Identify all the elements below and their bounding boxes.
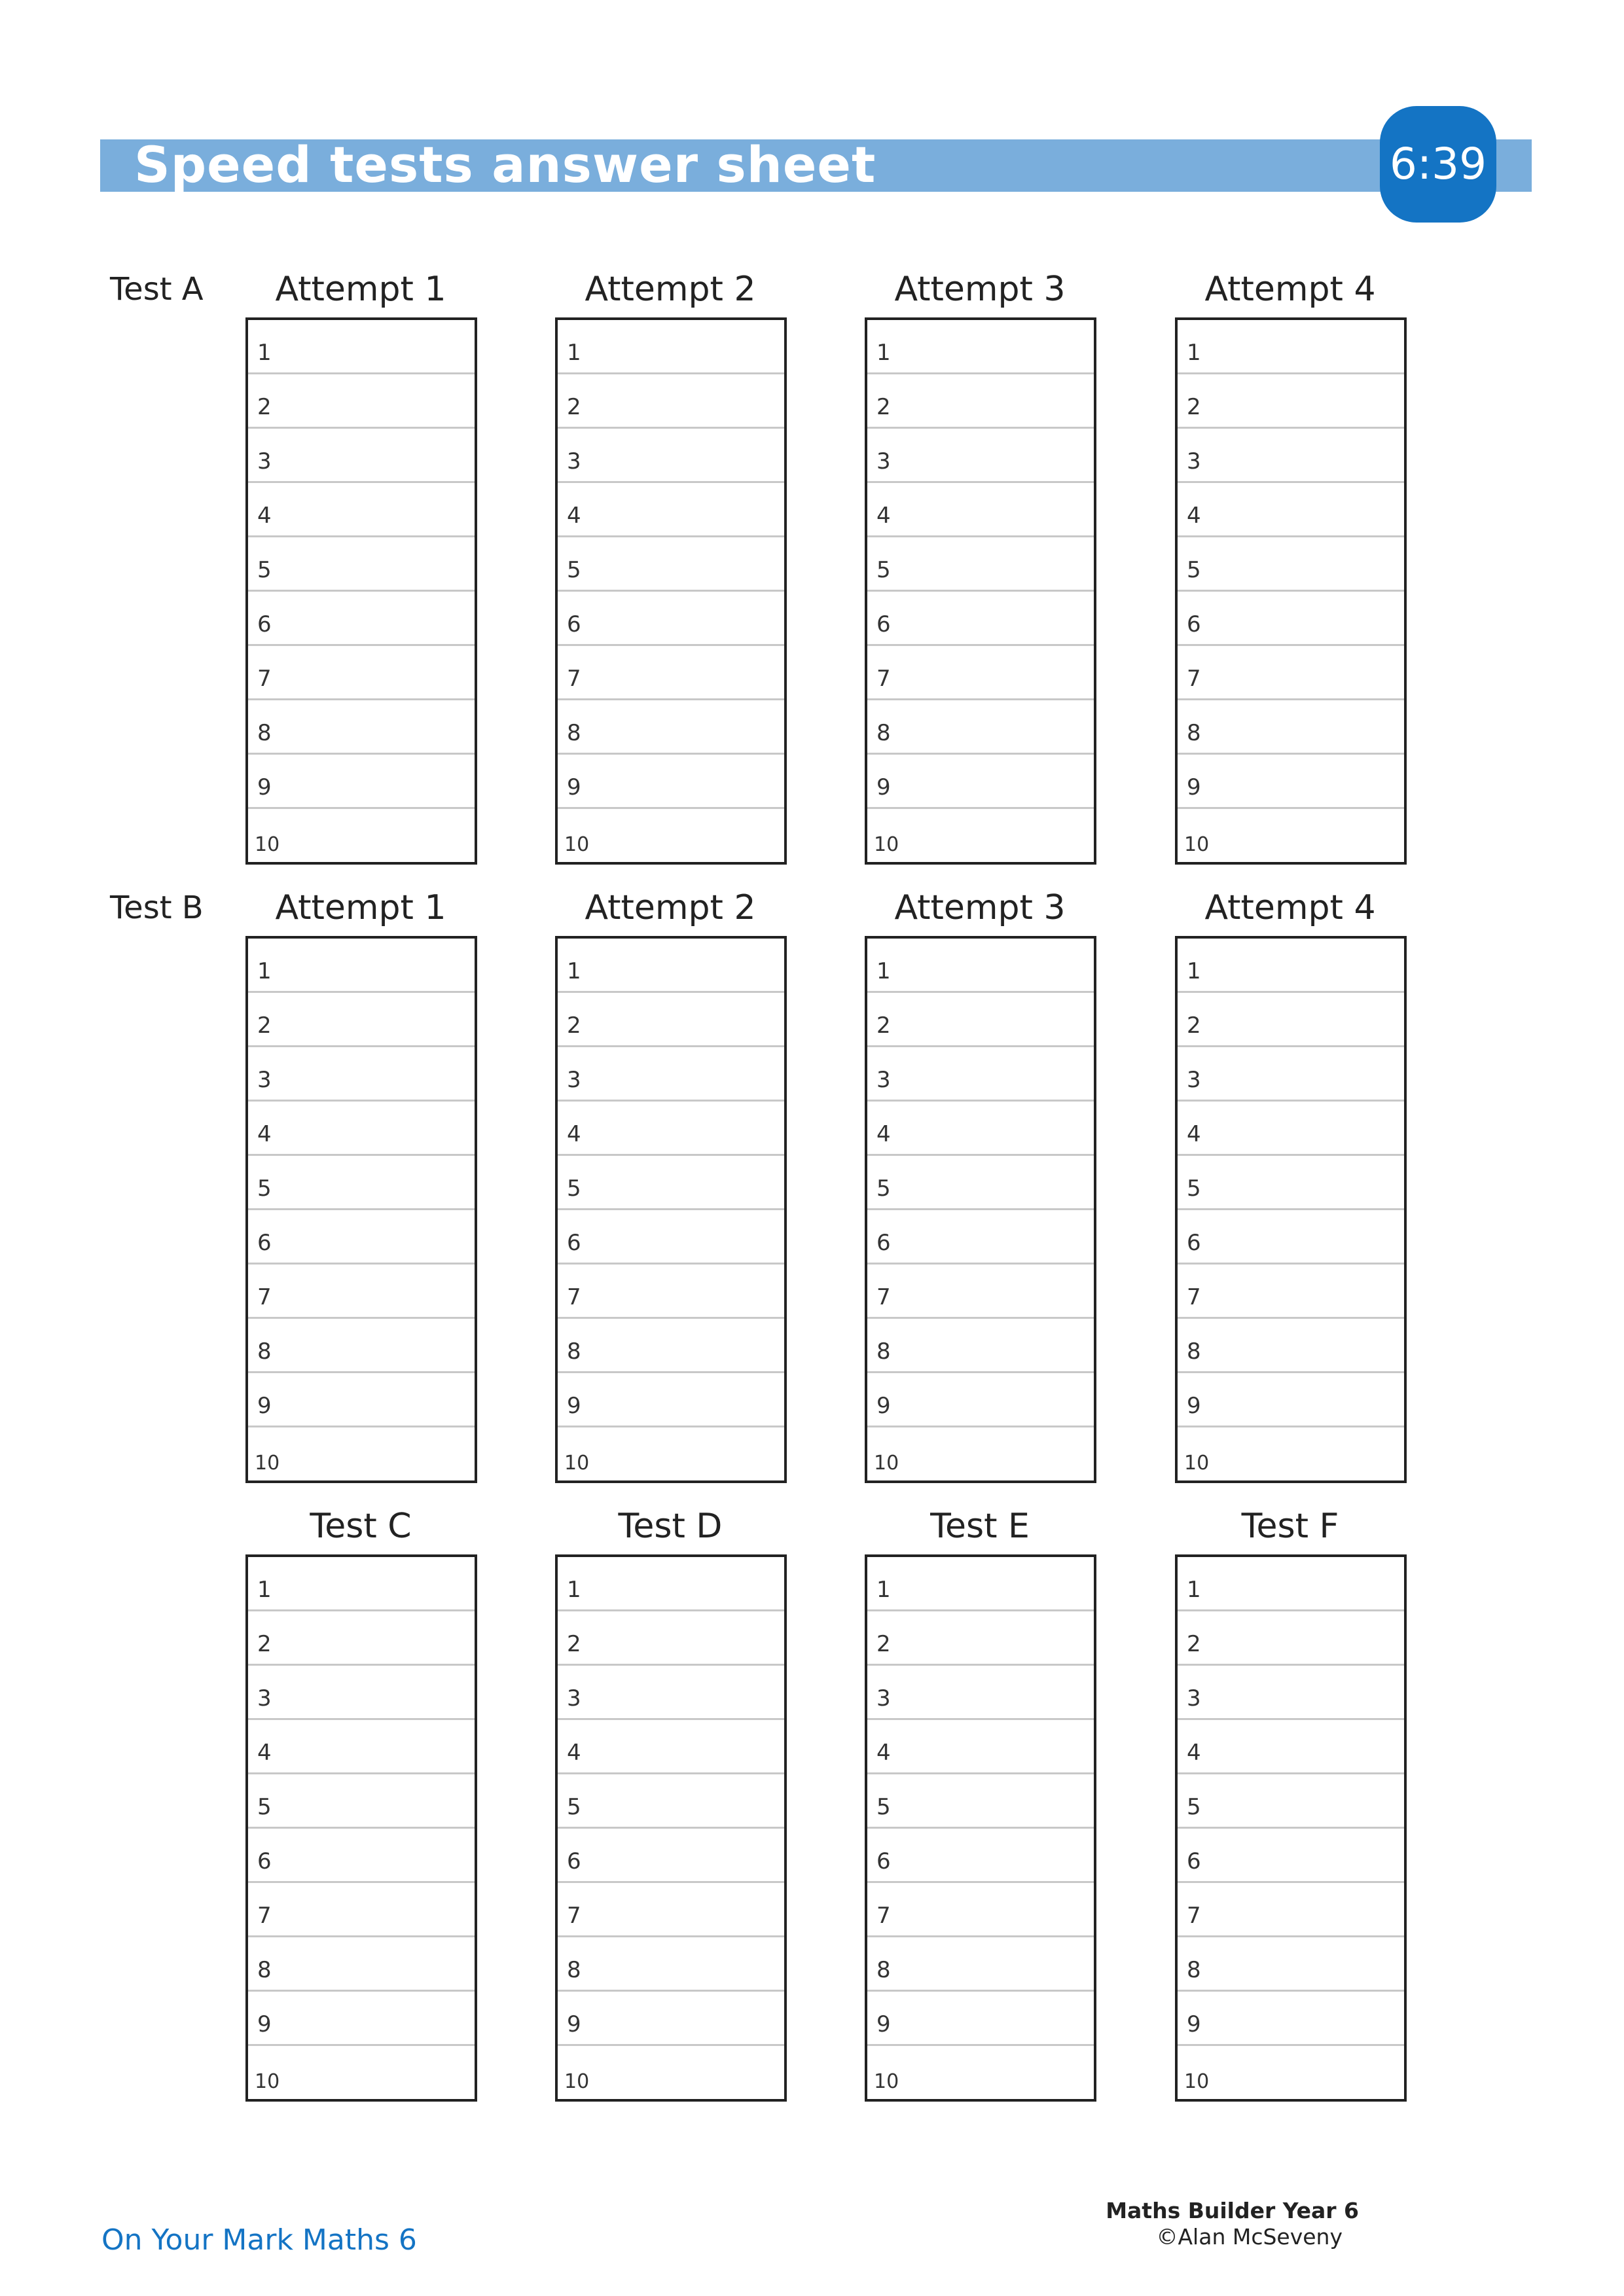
question-number: 10 [255,2070,280,2093]
question-number: 10 [564,2070,590,2093]
answer-line[interactable] [248,1937,475,1992]
question-number: 7 [257,1284,272,1310]
answer-box [1175,936,1407,1483]
answer-line[interactable] [867,537,1094,592]
question-number: 3 [257,448,272,475]
answer-line[interactable] [248,755,475,809]
question-number: 3 [257,1685,272,1712]
page-title: Speed tests answer sheet [134,135,876,194]
question-number: 10 [1184,2070,1210,2093]
answer-box [555,1554,787,2102]
question-number: 9 [257,1393,272,1419]
question-number: 8 [257,1338,272,1365]
answer-box [865,317,1096,865]
footer-book-title: Maths Builder Year 6 [1106,2198,1359,2223]
answer-line[interactable] [867,1373,1094,1427]
answer-line[interactable] [558,1829,784,1883]
question-number: 10 [874,1452,899,1475]
answer-line[interactable] [1178,646,1404,700]
answer-line[interactable] [1178,1102,1404,1156]
question-number: 9 [876,1393,891,1419]
question-number: 3 [1187,1685,1201,1712]
answer-line[interactable] [248,1210,475,1265]
answer-line[interactable] [1178,1883,1404,1937]
answer-line[interactable] [867,755,1094,809]
question-number: 5 [257,557,272,583]
question-number: 3 [876,448,891,475]
answer-line[interactable] [558,1210,784,1265]
question-number: 6 [567,1848,581,1874]
question-number: 5 [257,1175,272,1202]
question-number: 9 [1187,774,1201,800]
question-number: 10 [874,2070,899,2093]
answer-line[interactable] [248,429,475,483]
answer-line[interactable] [1178,1557,1404,1611]
question-number: 8 [567,1338,581,1365]
question-number: 3 [1187,448,1201,475]
answer-line[interactable] [558,2046,784,2100]
column-heading: Test C [310,1507,412,1546]
question-number: 5 [876,557,891,583]
answer-line[interactable] [248,1265,475,1319]
question-number: 8 [876,720,891,746]
question-number: 7 [567,1903,581,1929]
question-number: 1 [876,1577,891,1603]
answer-line[interactable] [1178,1319,1404,1373]
question-number: 2 [876,1631,891,1657]
answer-line[interactable] [558,755,784,809]
answer-line[interactable] [1178,429,1404,483]
question-number: 1 [567,1577,581,1603]
question-number: 2 [1187,1013,1201,1039]
question-number: 6 [257,1230,272,1256]
answer-line[interactable] [558,1047,784,1102]
question-number: 7 [1187,1903,1201,1929]
answer-line[interactable] [1178,374,1404,429]
answer-line[interactable] [1178,2046,1404,2100]
answer-line[interactable] [248,537,475,592]
answer-line[interactable] [248,1992,475,2046]
question-number: 1 [876,958,891,984]
answer-line[interactable] [558,1720,784,1774]
question-number: 4 [257,503,272,529]
question-number: 8 [257,720,272,746]
question-number: 6 [876,1230,891,1256]
answer-line[interactable] [558,1992,784,2046]
question-number: 9 [567,774,581,800]
question-number: 6 [876,1848,891,1874]
answer-line[interactable] [867,1210,1094,1265]
answer-line[interactable] [867,429,1094,483]
test-row-label: Test A [110,271,204,308]
answer-line[interactable] [248,1319,475,1373]
answer-box [1175,317,1407,865]
answer-line[interactable] [867,1720,1094,1774]
question-number: 9 [1187,1393,1201,1419]
answer-line[interactable] [867,320,1094,374]
column-heading: Test E [930,1507,1030,1546]
answer-line[interactable] [1178,1829,1404,1883]
answer-line[interactable] [558,1427,784,1482]
answer-line[interactable] [248,1829,475,1883]
question-number: 1 [1187,1577,1201,1603]
question-number: 4 [876,1121,891,1147]
answer-line[interactable] [1178,700,1404,755]
answer-line[interactable] [558,429,784,483]
answer-line[interactable] [248,1720,475,1774]
question-number: 10 [255,833,280,856]
answer-line[interactable] [558,1937,784,1992]
answer-line[interactable] [1178,1047,1404,1102]
answer-line[interactable] [867,1319,1094,1373]
question-number: 9 [567,1393,581,1419]
question-number: 2 [257,1013,272,1039]
question-number: 8 [876,1338,891,1365]
question-number: 2 [257,1631,272,1657]
answer-box [555,317,787,865]
question-number: 2 [567,1013,581,1039]
answer-line[interactable] [558,592,784,646]
answer-line[interactable] [248,1427,475,1482]
column-heading: Attempt 2 [585,888,756,927]
answer-line[interactable] [867,1265,1094,1319]
question-number: 1 [567,340,581,366]
column-heading: Attempt 4 [1204,888,1376,927]
answer-line[interactable] [248,700,475,755]
question-number: 4 [876,1740,891,1766]
question-number: 7 [257,666,272,692]
answer-line[interactable] [248,592,475,646]
question-number: 3 [876,1685,891,1712]
answer-line[interactable] [867,993,1094,1047]
question-number: 6 [257,611,272,637]
answer-line[interactable] [867,700,1094,755]
answer-box [865,936,1096,1483]
question-number: 9 [257,2011,272,2037]
answer-line[interactable] [558,993,784,1047]
answer-line[interactable] [1178,755,1404,809]
question-number: 7 [567,666,581,692]
answer-line[interactable] [558,1102,784,1156]
question-number: 8 [1187,1957,1201,1983]
answer-line[interactable] [867,1666,1094,1720]
question-number: 4 [257,1740,272,1766]
answer-line[interactable] [558,1883,784,1937]
answer-box [1175,1554,1407,2102]
answer-line[interactable] [1178,483,1404,537]
question-number: 4 [567,1740,581,1766]
question-number: 2 [257,394,272,420]
answer-line[interactable] [867,1557,1094,1611]
question-number: 5 [1187,557,1201,583]
answer-line[interactable] [558,1557,784,1611]
answer-line[interactable] [248,2046,475,2100]
answer-line[interactable] [248,939,475,993]
question-number: 7 [567,1284,581,1310]
question-number: 10 [874,833,899,856]
answer-line[interactable] [558,483,784,537]
question-number: 3 [876,1067,891,1093]
question-number: 4 [1187,503,1201,529]
question-number: 4 [1187,1121,1201,1147]
answer-line[interactable] [248,1557,475,1611]
question-number: 2 [876,1013,891,1039]
question-number: 8 [1187,720,1201,746]
page-number-badge: 6:39 [1380,106,1496,223]
question-number: 8 [567,720,581,746]
column-heading: Test F [1241,1507,1339,1546]
question-number: 2 [567,394,581,420]
answer-line[interactable] [867,2046,1094,2100]
question-number: 3 [1187,1067,1201,1093]
answer-line[interactable] [867,592,1094,646]
question-number: 9 [257,774,272,800]
answer-line[interactable] [558,1156,784,1210]
column-heading: Attempt 1 [275,270,446,309]
answer-line[interactable] [1178,939,1404,993]
question-number: 2 [876,394,891,420]
question-number: 4 [876,503,891,529]
question-number: 6 [1187,1230,1201,1256]
question-number: 3 [567,448,581,475]
answer-line[interactable] [248,1774,475,1829]
answer-line[interactable] [558,809,784,863]
answer-line[interactable] [867,1992,1094,2046]
question-number: 6 [1187,611,1201,637]
question-number: 4 [1187,1740,1201,1766]
answer-line[interactable] [558,537,784,592]
answer-box [245,1554,477,2102]
question-number: 5 [876,1794,891,1820]
answer-line[interactable] [1178,592,1404,646]
answer-line[interactable] [248,1883,475,1937]
question-number: 1 [257,958,272,984]
answer-line[interactable] [248,374,475,429]
answer-line[interactable] [1178,320,1404,374]
answer-line[interactable] [248,1102,475,1156]
answer-line[interactable] [1178,809,1404,863]
question-number: 5 [876,1175,891,1202]
question-number: 9 [876,774,891,800]
answer-line[interactable] [1178,1666,1404,1720]
question-number: 1 [876,340,891,366]
question-number: 1 [257,340,272,366]
question-number: 5 [567,557,581,583]
answer-line[interactable] [867,1883,1094,1937]
answer-line[interactable] [1178,1937,1404,1992]
answer-line[interactable] [558,1774,784,1829]
answer-line[interactable] [558,700,784,755]
answer-line[interactable] [867,1156,1094,1210]
question-number: 7 [1187,666,1201,692]
question-number: 5 [567,1794,581,1820]
question-number: 5 [1187,1175,1201,1202]
question-number: 1 [1187,340,1201,366]
answer-line[interactable] [1178,993,1404,1047]
question-number: 7 [1187,1284,1201,1310]
answer-line[interactable] [248,1666,475,1720]
answer-line[interactable] [867,646,1094,700]
answer-line[interactable] [867,809,1094,863]
question-number: 9 [567,2011,581,2037]
answer-line[interactable] [248,1047,475,1102]
column-heading: Attempt 4 [1204,270,1376,309]
question-number: 1 [567,958,581,984]
answer-line[interactable] [248,993,475,1047]
answer-line[interactable] [248,1611,475,1666]
answer-line[interactable] [558,1265,784,1319]
column-heading: Attempt 3 [894,888,1066,927]
question-number: 6 [567,611,581,637]
question-number: 8 [257,1957,272,1983]
footer-series-title: On Your Mark Maths 6 [101,2223,417,2257]
answer-line[interactable] [1178,1427,1404,1482]
question-number: 10 [1184,833,1210,856]
answer-line[interactable] [558,939,784,993]
question-number: 2 [1187,1631,1201,1657]
answer-line[interactable] [248,646,475,700]
answer-line[interactable] [1178,1611,1404,1666]
answer-line[interactable] [558,646,784,700]
answer-box [555,936,787,1483]
answer-line[interactable] [1178,1156,1404,1210]
answer-line[interactable] [867,1829,1094,1883]
question-number: 7 [876,1284,891,1310]
answer-line[interactable] [867,1611,1094,1666]
question-number: 1 [257,1577,272,1603]
column-heading: Test D [618,1507,723,1546]
answer-line[interactable] [248,1373,475,1427]
question-number: 5 [257,1794,272,1820]
answer-line[interactable] [867,1102,1094,1156]
question-number: 9 [876,2011,891,2037]
answer-line[interactable] [1178,537,1404,592]
question-number: 5 [567,1175,581,1202]
answer-line[interactable] [1178,1774,1404,1829]
test-row-label: Test B [110,889,204,926]
question-number: 8 [567,1957,581,1983]
answer-line[interactable] [1178,1373,1404,1427]
question-number: 4 [567,503,581,529]
answer-line[interactable] [248,1156,475,1210]
answer-line[interactable] [248,809,475,863]
question-number: 7 [876,1903,891,1929]
answer-box [245,936,477,1483]
question-number: 10 [255,1452,280,1475]
answer-line[interactable] [558,1666,784,1720]
question-number: 1 [1187,958,1201,984]
question-number: 3 [567,1685,581,1712]
answer-line[interactable] [558,320,784,374]
answer-box [865,1554,1096,2102]
footer-copyright: ©Alan McSeveny [1156,2224,1343,2250]
answer-line[interactable] [558,1319,784,1373]
question-number: 7 [257,1903,272,1929]
question-number: 9 [1187,2011,1201,2037]
answer-line[interactable] [1178,1992,1404,2046]
question-number: 6 [1187,1848,1201,1874]
question-number: 10 [1184,1452,1210,1475]
answer-line[interactable] [867,939,1094,993]
answer-line[interactable] [867,1427,1094,1482]
question-number: 10 [564,833,590,856]
answer-line[interactable] [1178,1720,1404,1774]
answer-line[interactable] [1178,1265,1404,1319]
answer-line[interactable] [1178,1210,1404,1265]
question-number: 3 [567,1067,581,1093]
question-number: 7 [876,666,891,692]
question-number: 4 [567,1121,581,1147]
question-number: 2 [1187,394,1201,420]
answer-line[interactable] [558,374,784,429]
answer-line[interactable] [248,320,475,374]
question-number: 10 [564,1452,590,1475]
question-number: 6 [876,611,891,637]
question-number: 2 [567,1631,581,1657]
question-number: 3 [257,1067,272,1093]
answer-line[interactable] [248,483,475,537]
answer-line[interactable] [867,374,1094,429]
answer-line[interactable] [558,1373,784,1427]
question-number: 8 [876,1957,891,1983]
column-heading: Attempt 3 [894,270,1066,309]
answer-line[interactable] [867,1047,1094,1102]
question-number: 5 [1187,1794,1201,1820]
question-number: 8 [1187,1338,1201,1365]
question-number: 6 [257,1848,272,1874]
answer-line[interactable] [558,1611,784,1666]
column-heading: Attempt 2 [585,270,756,309]
question-number: 6 [567,1230,581,1256]
question-number: 4 [257,1121,272,1147]
answer-line[interactable] [867,483,1094,537]
answer-line[interactable] [867,1937,1094,1992]
column-heading: Attempt 1 [275,888,446,927]
answer-box [245,317,477,865]
answer-line[interactable] [867,1774,1094,1829]
